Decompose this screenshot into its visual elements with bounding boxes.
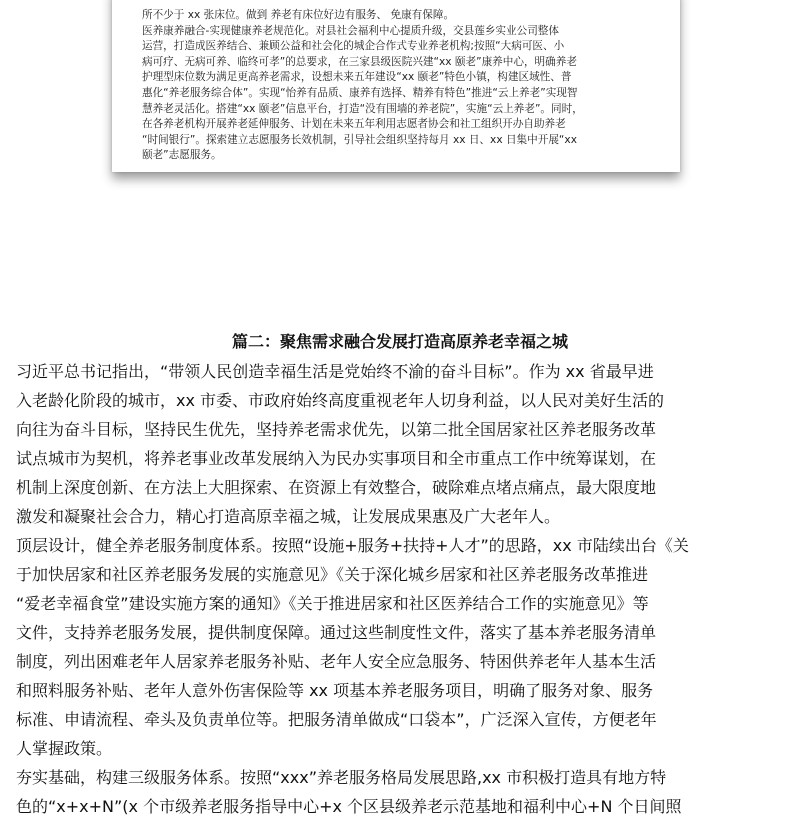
article-title: 篇二：聚焦需求融合发展打造高原养老幸福之城 xyxy=(231,332,568,351)
text-line: 习近平总书记指出，“带领人民创造幸福生活是党始终不渝的奋斗目标”。作为 xx 省最早进 xyxy=(16,362,654,381)
text-line: 慧养老灵活化。搭建“xx 颐老”信息平台，打造“没有围墙的养老院”，实施“云上养老”。同时， xyxy=(142,102,583,115)
text-line: 人掌握政策。 xyxy=(16,739,113,758)
text-line: 激发和凝聚社会合力，精心打造高原幸福之城，让发展成果惠及广大老年人。 xyxy=(16,507,561,526)
text-line: 文件，支持养老服务发展，提供制度保障。通过这些制度性文件，落实了基本养老服务清单 xyxy=(16,623,657,642)
text-line: 制度，列出困难老年人居家养老服务补贴、老年人安全应急服务、特困供养老年人基本生活 xyxy=(16,652,657,671)
previous-page-text xyxy=(142,8,652,164)
text-line: 夯实基础，构建三级服务体系。按照“xxx”养老服务格局发展思路,xx 市积极打造具有地方特 xyxy=(16,768,667,787)
text-line: 色的“x+x+N”(x 个市级养老服务指导中心+x 个区县级养老示范基地和福利中心+N 个日间照 xyxy=(16,797,682,816)
text-line: 于加快居家和社区养老服务发展的实施意见》《关于深化城乡居家和社区养老服务改革推进 xyxy=(16,565,649,584)
text-line: 在各养老机构开展养老延伸服务、计划在未来五年利用志愿者协会和社工组织开办自助养老 xyxy=(142,118,566,131)
text-line: 所不少于 xx 张床位。做到 养老有床位好边有服务、 免康有保障。 xyxy=(142,9,455,21)
text-line: 顶层设计，健全养老服务制度体系。按照“设施+服务+扶持+人才”的思路，xx 市陆续出台《关 xyxy=(16,536,689,555)
text-line: 入老龄化阶段的城市，xx 市委、市政府始终高度重视老年人切身利益，以人民对美好生活的 xyxy=(16,391,665,410)
text-line: 向往为奋斗目标，坚持民生优先，坚持养老需求优先，以第二批全国居家社区养老服务改革 xyxy=(16,420,657,439)
document-body xyxy=(0,328,800,821)
text-line: 运营，打造成医养结合、兼顾公益和社会化的城企合作式专业养老机构;按照“大病可医、小 xyxy=(142,40,565,53)
text-line: 试点城市为契机，将养老事业改革发展纳入为民办实事项目和全市重点工作中统筹谋划，在 xyxy=(16,449,657,468)
text-line: 护理型床位数为满足更高养老需求，设想未来五年建设“xx 颐老”特色小镇，构建区域性、普 xyxy=(142,71,572,84)
text-line: 病可疗、无病可养、临终可孝”的总要求，在三家县级医院兴建“xx 颐老”康养中心，明确养老 xyxy=(142,55,577,68)
text-line: 颐老”志愿服务。 xyxy=(142,149,222,162)
article-text xyxy=(16,357,784,821)
text-line: 医养康养融合-实现健康养老规范化。对县社会福利中心提质升级，交县莲乡实业公司整体 xyxy=(142,24,559,37)
text-line: “时间银行”。探索建立志愿服务长效机制，引导社会组织坚持每月 xx 日、xx 日集中开展“xx xyxy=(142,133,577,146)
text-line: 和照料服务补贴、老年人意外伤害保险等 xx 项基本养老服务项目，明确了服务对象、服务 xyxy=(16,681,654,700)
previous-page-card xyxy=(112,0,680,172)
text-line: 机制上深度创新、在方法上大胆探索、在资源上有效整合，破除难点堵点痛点，最大限度地 xyxy=(16,478,657,497)
text-line: 标准、申请流程、牵头及负责单位等。把服务清单做成“口袋本”，广泛深入宣传，方便老年 xyxy=(16,710,657,729)
text-line: “爱老幸福食堂”建设实施方案的通知》《关于推进居家和社区医养结合工作的实施意见》等 xyxy=(16,594,649,613)
text-line: 惠化“养老服务综合体”。实现“怡养有品质、康养有选择、精养有特色”推进“云上养老”实现智 xyxy=(142,86,578,99)
